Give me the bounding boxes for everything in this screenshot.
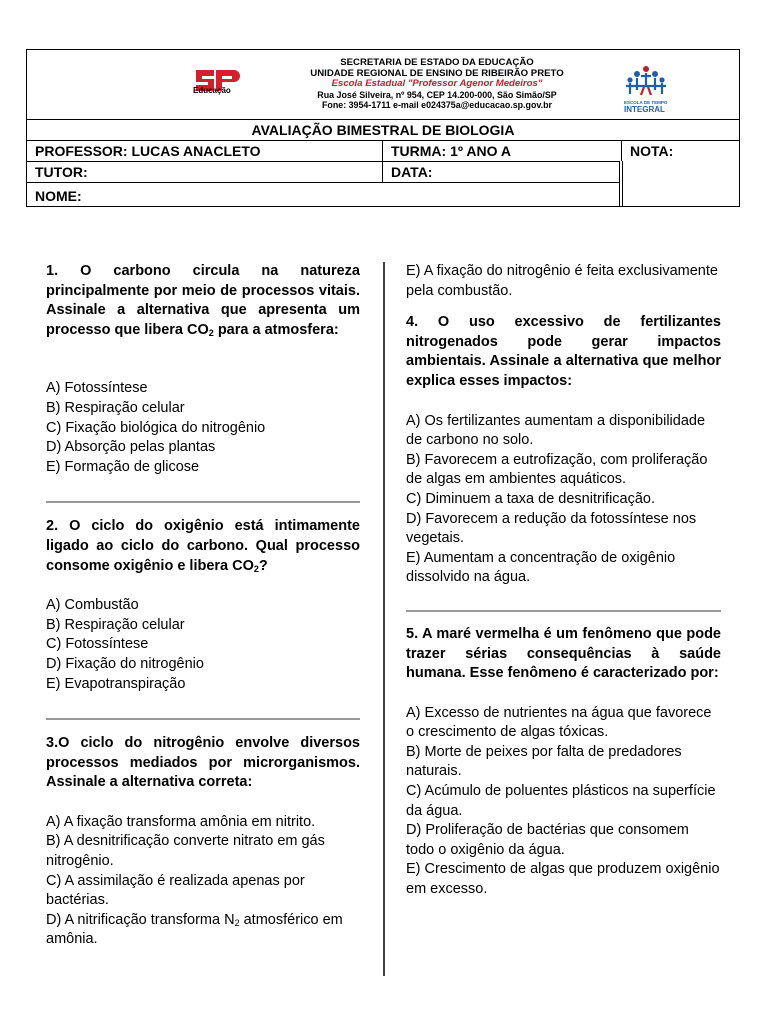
school-name: Escola Estadual "Professor Agenor Medeiros": [331, 78, 543, 90]
right-column: [406, 262, 721, 900]
option[interactable]: C) Fotossíntese: [46, 636, 149, 653]
option[interactable]: B) Favorecem a eutrofização, com proliferação de algas em ambientes aquáticos.: [406, 451, 708, 488]
header-box: [26, 49, 740, 207]
column-divider: [383, 262, 385, 976]
question-3-option-e[interactable]: E) A fixação do nitrogênio é feita exclusivamente pela combustão.: [406, 263, 718, 299]
option[interactable]: A) Combustão: [46, 597, 139, 614]
option[interactable]: D) A nitrificação transforma $N_2$ atmosférico em amônia.: [46, 911, 343, 948]
option[interactable]: D) Favorecem a redução da fotossíntese nos vegetais.: [406, 510, 697, 547]
option[interactable]: B) Respiração celular: [46, 399, 185, 416]
option[interactable]: C) Acúmulo de poluentes plásticos na superfície da água.: [406, 783, 716, 819]
option[interactable]: D) Fixação do nitrogênio: [46, 655, 204, 672]
tutor-field: TUTOR:: [27, 162, 383, 182]
question-5-options: [406, 704, 721, 900]
question-1-options: [46, 379, 360, 477]
question-5-stem: 5. A maré vermelha é um fenômeno que pode trazer sérias consequências à saúde humana. Esse fenômeno é caracterizado por:: [406, 625, 721, 682]
professor-field: PROFESSOR: LUCAS ANACLETO: [27, 141, 383, 161]
option[interactable]: B) Respiração celular: [46, 616, 185, 633]
option[interactable]: C) A assimilação é realizada apenas por bactérias.: [46, 872, 305, 909]
exam-title: AVALIAÇÃO BIMESTRAL DE BIOLOGIA: [251, 122, 515, 138]
contact-line: Fone: 3954-1711 e-mail e024375a@educacao.sp.gov.br: [322, 100, 552, 111]
option[interactable]: C) Diminuem a taxa de desnitrificação.: [406, 490, 656, 507]
integral-logo: [624, 64, 674, 114]
option[interactable]: B) A desnitrificação converte nitrato em gás nitrogênio.: [46, 833, 325, 870]
option[interactable]: E) Formação de glicose: [46, 458, 200, 475]
data-field: DATA:: [383, 162, 620, 182]
nome-field: NOME:: [27, 183, 620, 207]
unidade-line: UNIDADE REGIONAL DE ENSINO DE RIBEIRÃO PRETO: [310, 67, 564, 79]
option[interactable]: E) Evapotranspiração: [46, 675, 186, 692]
left-column: [46, 262, 360, 950]
question-2-stem: 2. O ciclo do oxigênio está intimamente ligado ao ciclo do carbono. Qual processo consome oxigênio e libera $CO_2$?: [46, 518, 360, 574]
integral-caption: ESCOLA DE TEMPO: [624, 100, 668, 105]
question-4-options: [406, 412, 721, 588]
people-icon: [624, 64, 674, 100]
institution-band: [27, 50, 739, 119]
tutor-row: [27, 161, 620, 182]
option[interactable]: B) Morte de peixes por falta de predadores naturais.: [406, 743, 682, 780]
option[interactable]: D) Absorção pelas plantas: [46, 439, 216, 456]
option[interactable]: E) Crescimento de algas que produzem oxigênio em excesso.: [406, 861, 720, 898]
question-2-options: [46, 596, 360, 694]
option[interactable]: A) A fixação transforma amônia em nitrito.: [46, 813, 316, 830]
secretaria-line: SECRETARIA DE ESTADO DA EDUCAÇÃO: [340, 57, 534, 68]
institution-text: [267, 58, 607, 111]
option[interactable]: A) Fotossíntese: [46, 380, 148, 397]
question-3-options: [46, 813, 360, 950]
question-3-stem: 3.O ciclo do nitrogênio envolve diversos processos mediados por microrganismos. Assinale a alternativa correta:: [46, 735, 360, 791]
nota-box-edge: [622, 161, 623, 207]
turma-field: TURMA: 1º ANO A: [383, 141, 622, 161]
title-row: [27, 119, 739, 140]
question-4-stem: 4. O uso excessivo de fertilizantes nitrogenados pode gerar impactos ambientais. Assinale a alternativa que melhor explica esses impactos:: [406, 314, 721, 389]
nome-row: [27, 182, 620, 207]
sp-logo-caption: Educação: [193, 86, 231, 95]
question-1-stem: 1. O carbono circula na natureza principalmente por meio de processos vitais. Assinale a alternativa que apresenta um processo que libera $CO_2$ para a atmosfera:: [46, 263, 360, 338]
address-line: Rua José Silveira, nº 954, CEP 14.200-000, São Simão/SP: [317, 89, 557, 100]
option[interactable]: A) Os fertilizantes aumentam a disponibilidade de carbono no solo.: [406, 412, 706, 449]
option[interactable]: C) Fixação biológica do nitrogênio: [46, 419, 266, 436]
integral-word: INTEGRAL: [624, 105, 665, 114]
nota-field: NOTA:: [630, 143, 674, 159]
option[interactable]: E) Aumentam a concentração de oxigênio dissolvido na água.: [406, 549, 676, 586]
option[interactable]: A) Excesso de nutrientes na água que favorece o crescimento de algas tóxicas.: [406, 704, 712, 741]
option[interactable]: D) Proliferação de bactérias que consomem todo o oxigênio da água.: [406, 822, 689, 858]
professor-row: [27, 140, 739, 161]
